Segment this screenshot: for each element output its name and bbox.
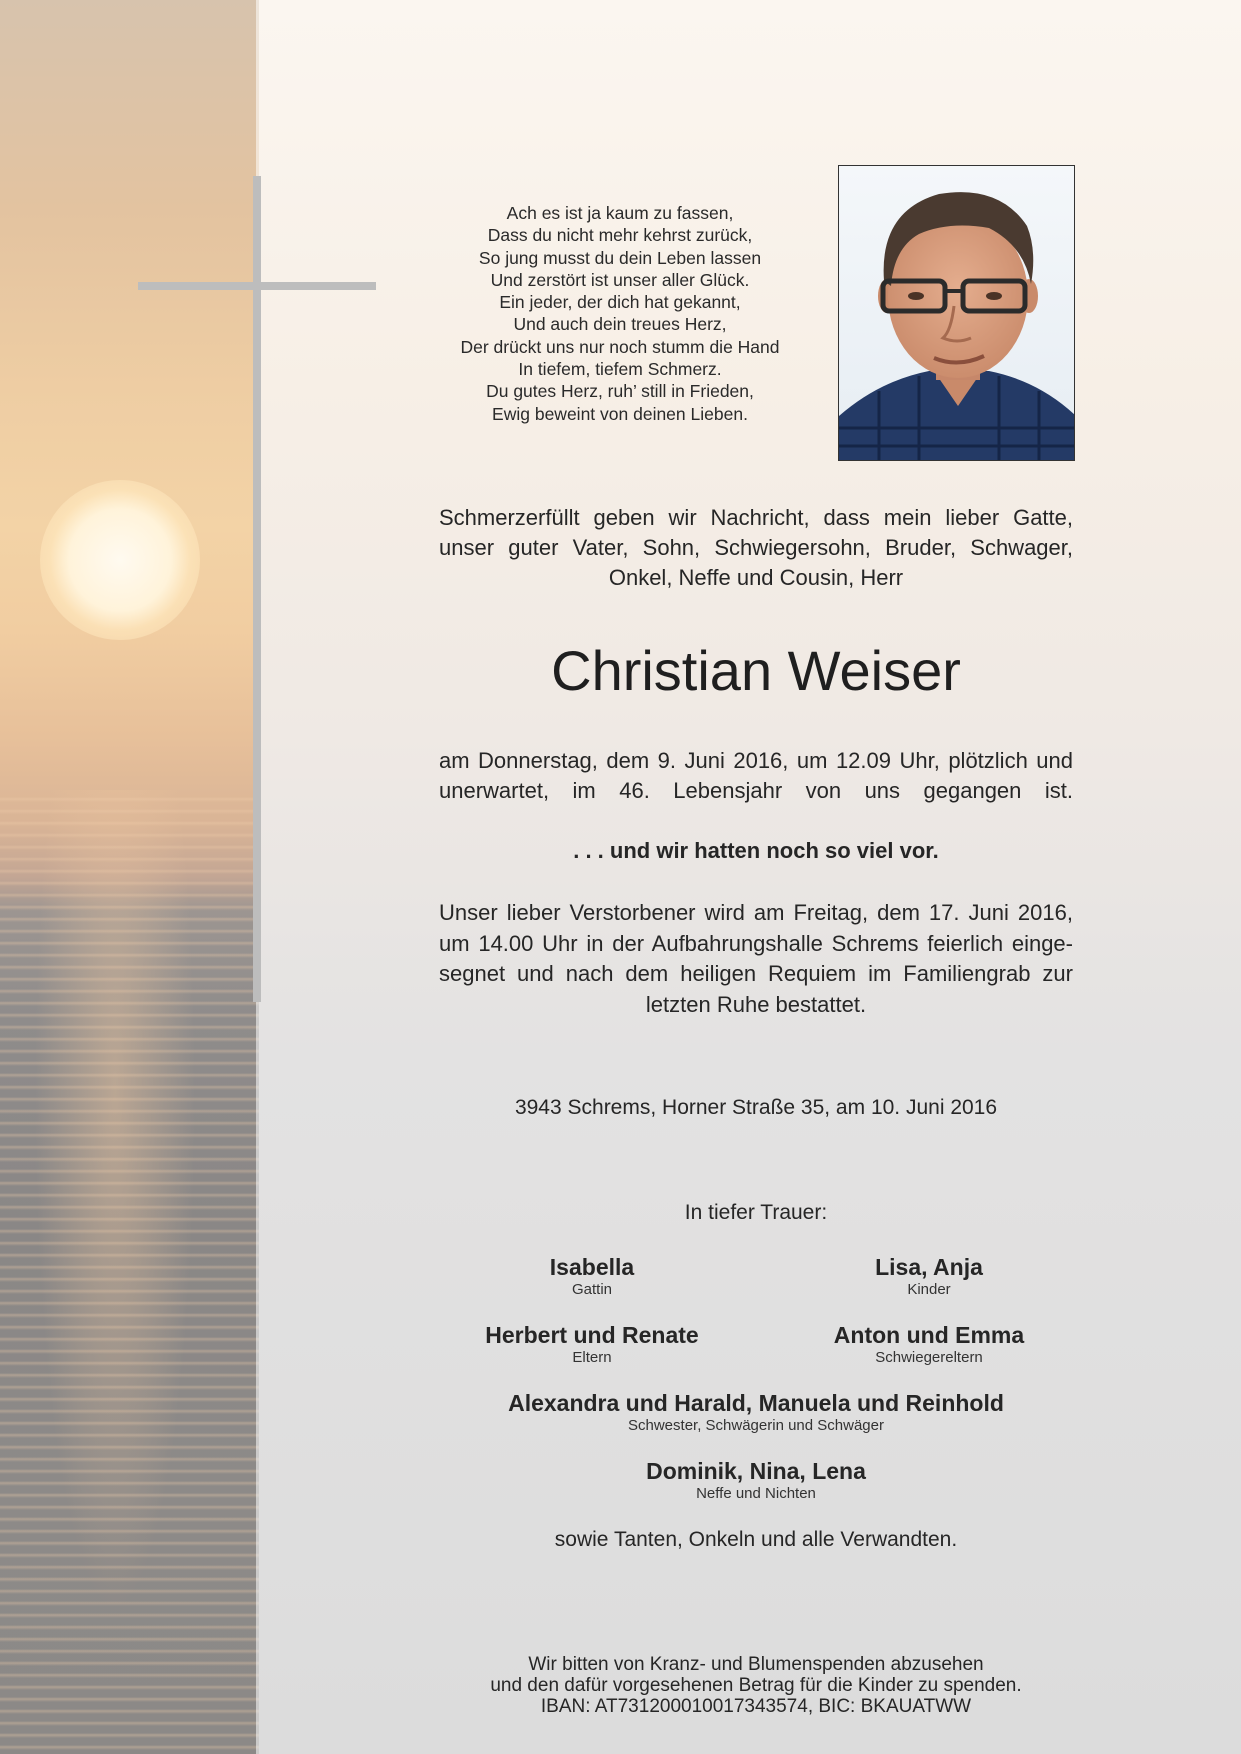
mourner-entry xyxy=(439,1390,1073,1435)
mourner-relation: Schwester, Schwägerin und Schwäger xyxy=(628,1417,884,1434)
mourner-name: Herbert und Renate xyxy=(485,1322,699,1348)
poem-line: Der drückt uns nur noch stumm die Hand xyxy=(460,336,780,357)
sea-reflection xyxy=(0,790,259,1754)
mourner-entry xyxy=(779,1322,1079,1367)
mourner-relation: Neffe und Nichten xyxy=(696,1485,816,1502)
sunset-sea-image xyxy=(0,0,259,1754)
poem-line: Ach es ist ja kaum zu fassen, xyxy=(506,203,734,223)
donation-line: Wir bitten von Kranz- und Blumenspenden abzusehen xyxy=(528,1654,984,1675)
poem xyxy=(420,202,820,425)
cross-vertical-beam xyxy=(253,176,261,1002)
motto: . . . und wir hatten noch so viel vor. xyxy=(573,838,939,863)
announcement-text: Schmerzerfüllt geben wir Nachricht, dass mein lieber Gatte, unser guter Vater, Sohn, Schwiegersohn, Bruder, Schwager, Onkel, Neffe und Cousin, Herr xyxy=(439,505,1073,590)
bank-details: IBAN: AT731200010017343574, BIC: BKAUATWW xyxy=(540,1696,972,1717)
poem-line: Dass du nicht mehr kehrst zurück, xyxy=(487,225,753,246)
mourner-relation: Gattin xyxy=(571,1281,613,1298)
mourner-entry xyxy=(779,1254,1079,1299)
donation-note xyxy=(420,1654,1092,1717)
poem-line: In tiefem, tiefem Schmerz. xyxy=(518,359,722,380)
mourner-entry xyxy=(439,1458,1073,1503)
deceased-name: Christian Weiser xyxy=(551,639,961,702)
portrait-illustration xyxy=(839,166,1075,461)
mourner-relation: Schwiegereltern xyxy=(875,1349,983,1366)
mourner-name: Dominik, Nina, Lena xyxy=(646,1458,866,1484)
portrait-photo xyxy=(838,165,1075,461)
mourner-entry xyxy=(442,1254,742,1299)
poem-line: Und zerstört ist unser aller Glück. xyxy=(490,269,750,290)
place-and-date: 3943 Schrems, Horner Straße 35, am 10. Juni 2016 xyxy=(514,1096,998,1119)
other-relatives: sowie Tanten, Onkeln und alle Verwandten. xyxy=(554,1528,958,1551)
poem-line: Ein jeder, der dich hat gekannt, xyxy=(499,292,741,313)
mourning-heading: In tiefer Trauer: xyxy=(684,1201,828,1224)
poem-line: Und auch dein treues Herz, xyxy=(513,314,727,335)
mourner-relation: Eltern xyxy=(572,1349,612,1366)
funeral-text: Unser lieber Verstorbener wird am Freitag, dem 17. Juni 2016, um 14.00 Uhr in der Aufbahrungshalle Schrems feierlich einge-segnet und nach dem heiligen Requiem im Familiengrab zur letzten Ruhe bestattet. xyxy=(439,900,1073,1017)
mourner-name: Isabella xyxy=(549,1254,635,1280)
mourner-name: Alexandra und Harald, Manuela und Reinhold xyxy=(508,1390,1004,1416)
mourner-relation: Kinder xyxy=(907,1281,951,1298)
poem-line: So jung musst du dein Leben lassen xyxy=(478,247,762,268)
mourner-name: Anton und Emma xyxy=(833,1322,1025,1348)
poem-line: Ewig beweint von deinen Lieben. xyxy=(492,403,748,424)
poem-line: Du gutes Herz, ruh’ still in Frieden, xyxy=(486,381,754,402)
donation-line: und den dafür vorgesehenen Betrag für die Kinder zu spenden. xyxy=(490,1675,1022,1696)
death-date-text: am Donnerstag, dem 9. Juni 2016, um 12.09 Uhr, plötzlich und unerwartet, im 46. Lebensjahr von uns gegangen ist. xyxy=(439,748,1073,803)
cross-horizontal-beam xyxy=(138,282,376,290)
sun-glow xyxy=(40,480,200,640)
mourner-name: Lisa, Anja xyxy=(875,1254,983,1280)
mourner-entry xyxy=(442,1322,742,1367)
